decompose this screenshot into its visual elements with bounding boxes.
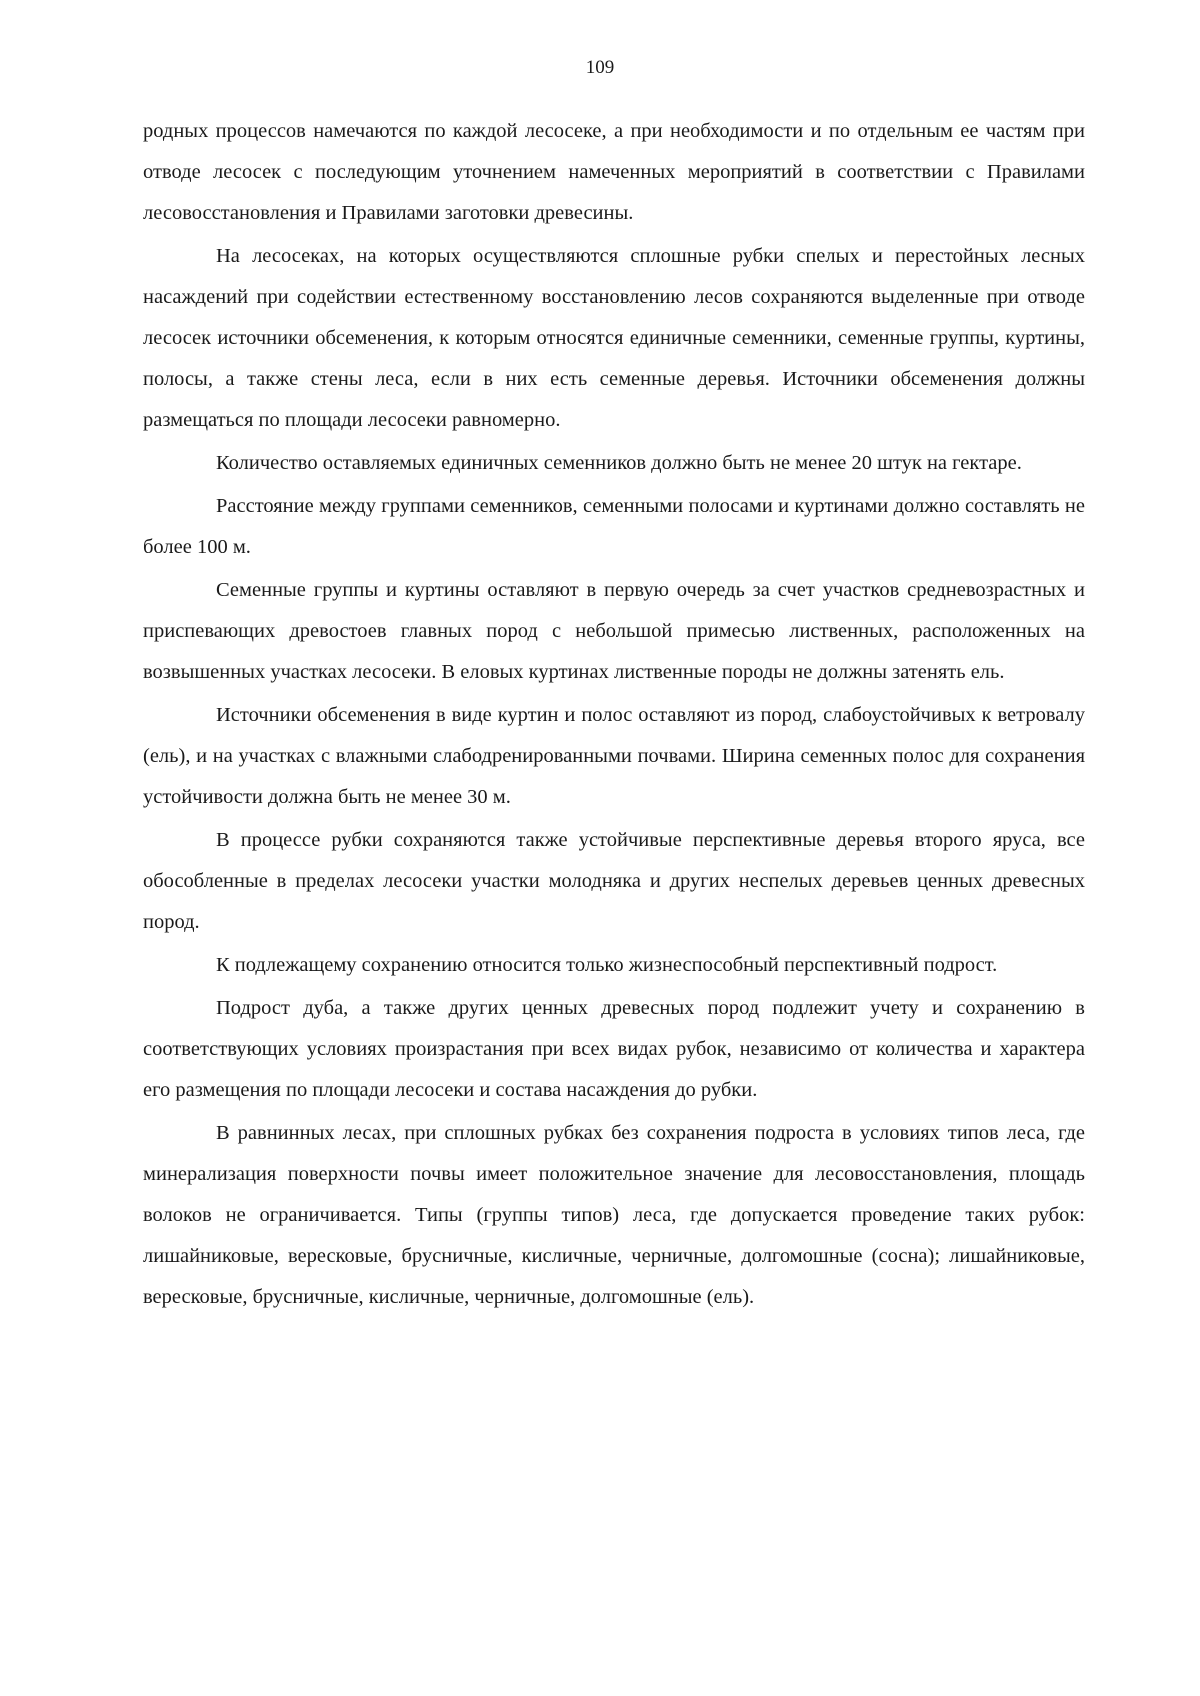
paragraph-seed-sources: На лесосеках, на которых осуществляются сплошные рубки спелых и перестойных лесных насаждений при содействии естественному восстановлению лесов сохраняются выделенные при отводе лесосек источники обсеменения, к которым относятся единичные семенники, семенные группы, куртины, полосы, а также стены леса, если в них есть семенные деревья. Источники обсеменения должны размещаться по площади лесосеки равномерно. [143, 245, 1085, 431]
paragraph-seed-tree-count: Количество оставляемых единичных семенников должно быть не менее 20 штук на гектаре. [216, 452, 1022, 474]
paragraph-seed-groups: Семенные группы и куртины оставляют в первую очередь за счет участков средневозрастных и приспевающих древостоев главных пород с небольшой примесью лиственных, расположенных на возвышенных участках лесосеки. В еловых куртинах лиственные породы не должны затенять ель. [143, 579, 1085, 683]
paragraph-distance: Расстояние между группами семенников, семенными полосами и куртинами должно составлять не более 100 м. [143, 495, 1085, 558]
paragraph-undergrowth: К подлежащему сохранению относится только жизнеспособный перспективный подрост. [216, 954, 998, 976]
paragraph-plain-forests: В равнинных лесах, при сплошных рубках без сохранения подроста в условиях типов леса, где минерализация поверхности почвы имеет положительное значение для лесовосстановления, площадь волоков не ограничивается. Типы (группы типов) леса, где допускается проведение таких рубок: лишайниковые, вересковые, брусничные, кисличные, черничные, долгомошные (сосна); лишайниковые, вересковые, брусничные, кисличные, черничные, долгомошные (ель). [143, 1122, 1085, 1308]
body-text [143, 111, 1085, 1320]
paragraph-second-tier: В процессе рубки сохраняются также устойчивые перспективные деревья второго яруса, все обособленные в пределах лесосеки участки молодняка и других неспелых деревьев ценных древесных пород. [143, 829, 1085, 933]
paragraph-seed-strips: Источники обсеменения в виде куртин и полос оставляют из пород, слабоустойчивых к ветровалу (ель), и на участках с влажными слабодренированными почвами. Ширина семенных полос для сохранения устойчивости должна быть не менее 30 м. [143, 704, 1085, 808]
page-number: 109 [585, 57, 615, 78]
paragraph-oak-undergrowth: Подрост дуба, а также других ценных древесных пород подлежит учету и сохранению в соответствующих условиях произрастания при всех видах рубок, независимо от количества и характера его размещения по площади лесосеки и состава насаждения до рубки. [143, 997, 1085, 1101]
paragraph-continuation: родных процессов намечаются по каждой лесосеке, а при необходимости и по отдельным ее частям при отводе лесосек с последующим уточнением намеченных мероприятий в соответствии с Правилами лесовосстановления и Правилами заготовки древесины. [143, 120, 1085, 224]
